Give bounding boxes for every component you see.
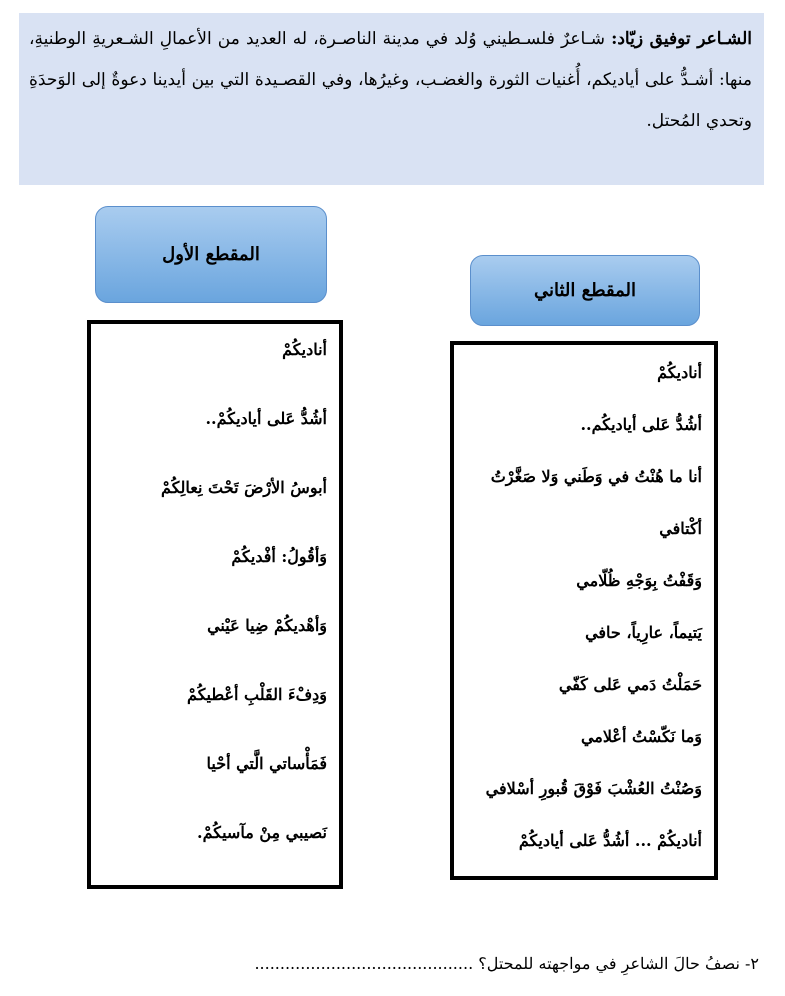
verse-line: وَصُنْتُ العُشْبَ فَوْقَ قُبورِ أسْلافي: [485, 779, 702, 798]
verse-line: وَقَفْتُ بِوَجْهِ ظُلّامي: [576, 571, 702, 590]
verse-line: وَأهْديكُمْ ضِيا عَيْني: [207, 616, 327, 635]
verse-line: أناديكُمْ: [657, 363, 702, 382]
question-text: ٢- نصفُ حالَ الشاعرِ في مواجهته للمحتل؟: [478, 954, 759, 973]
verse-line: وَدِفْءَ القَلْبِ أعْطيكُمْ: [187, 685, 327, 704]
verse-line: يَتيماً، عارِياً، حافي: [585, 623, 702, 642]
answer-dots: ...........................................: [254, 954, 479, 973]
verse-line: أكْتافي: [659, 519, 702, 538]
poem-box-2: [450, 341, 718, 880]
verse-line: أشُدُّ عَلى أياديكُم..: [580, 415, 702, 434]
verse-line: وَما نَكّسْتُ أعْلامي: [580, 727, 702, 746]
verse-line: فَمَأْساتي الَّتي أحْيا: [206, 754, 327, 773]
intro-text: شـاعرٌ فلسـطيني وُلد في مدينة الناصـرة، له العديد من الأعمالِ الشـعريةِ الوطنيةِ، منها: أشـدُّ على أياديكم، أُغنيات الثورة والغضـب، وغيرُها، وفي القصـيدة التي بين أيدينا دعوةٌ إلى الوَحدَةِ وتحدي المُحتل.: [29, 29, 752, 131]
poet-name: الشـاعر توفيق زيّاد:: [611, 29, 752, 49]
section2-title: المقطع الثاني: [470, 255, 700, 326]
verse-line: أنا ما هُنْتُ في وَطَني وَلا صَغَّرْتُ: [490, 467, 702, 486]
verse-line: أشُدُّ عَلى أياديكُمْ..: [205, 409, 327, 428]
poem-box-1: [87, 320, 343, 889]
verse-line: وَأقُولُ: أفْديكُمْ: [231, 547, 327, 566]
verse-line: نَصيبي مِنْ مآسيكُمْ.: [197, 823, 327, 842]
question-2: [254, 954, 759, 973]
verse-line: أبوسُ الأرْضَ تَحْتَ نِعالِكُمْ: [161, 478, 327, 497]
verse-line: حَمَلْتُ دَمي عَلى كَفّي: [558, 675, 702, 694]
intro-box: [19, 13, 764, 185]
verse-line: أناديكُمْ ... أشُدُّ عَلى أياديكُمْ: [518, 831, 702, 850]
section1-title: المقطع الأول: [95, 206, 327, 303]
verse-line: أناديكُمْ: [282, 340, 327, 359]
